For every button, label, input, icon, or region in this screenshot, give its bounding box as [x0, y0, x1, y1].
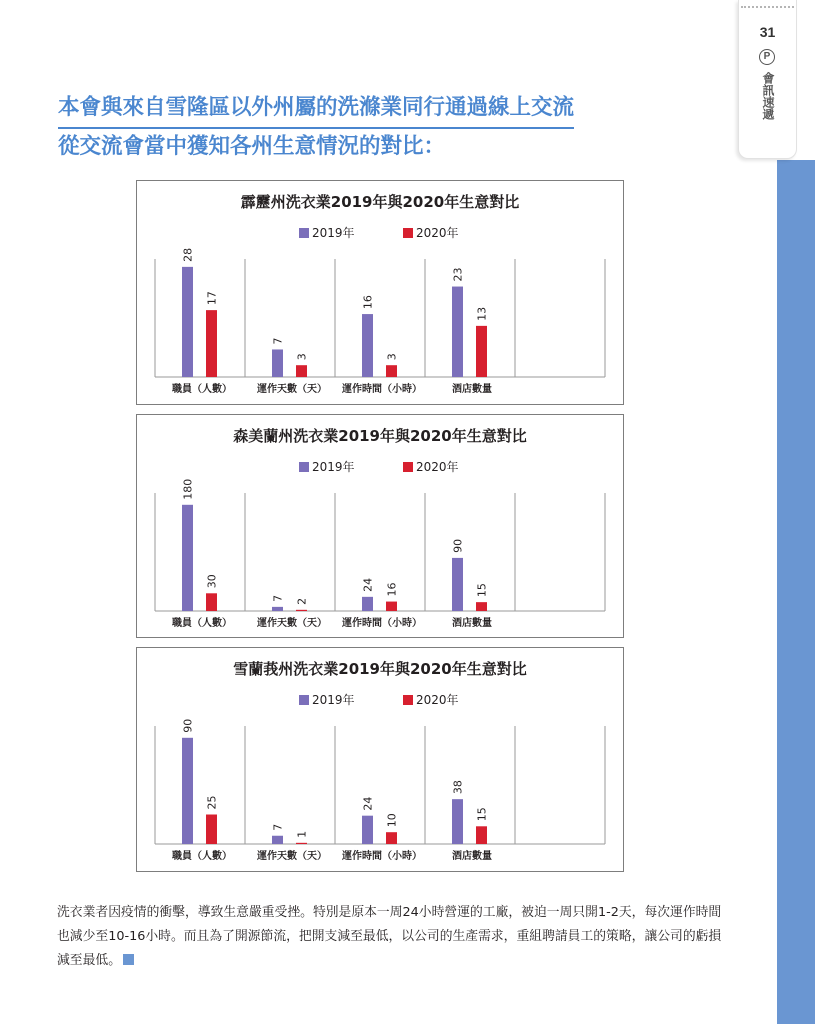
category-label-3: 酒店數量 — [452, 618, 492, 629]
category-label-1: 運作天數（天） — [257, 618, 327, 629]
bar-0-2 — [362, 314, 373, 377]
category-label-0: 職員（人數） — [172, 384, 232, 395]
data-label-1-2: 16 — [385, 582, 399, 597]
bar-1-2 — [386, 365, 397, 377]
chart-title: 霹靂州洗衣業2019年與2020年生意對比 — [240, 193, 520, 211]
data-label-0-3: 38 — [451, 780, 465, 795]
data-label-1-2: 10 — [385, 813, 399, 828]
bar-0-3 — [452, 558, 463, 611]
data-label-1-2: 3 — [385, 353, 399, 361]
bar-0-1 — [272, 836, 283, 844]
bar-1-3 — [476, 602, 487, 611]
bar-0-3 — [452, 287, 463, 377]
heading-line-1: 本會與來自雪隆區以外州屬的洗滌業同行通過線上交流 — [58, 90, 574, 129]
chart-title: 雪蘭莪州洗衣業2019年與2020年生意對比 — [233, 660, 527, 678]
category-label-2: 運作時間（小時） — [342, 851, 422, 862]
data-label-0-2: 24 — [361, 577, 375, 592]
data-label-0-3: 90 — [451, 538, 465, 553]
bar-1-2 — [386, 832, 397, 844]
legend-label-0: 2019年 — [312, 693, 355, 707]
data-label-1-3: 13 — [475, 306, 489, 321]
body-paragraph-text: 洗衣業者因疫情的衝擊，導致生意嚴重受挫。特別是原本一周24小時營運的工廠，被迫一周只開1-2天，每次運作時間也減少至10-16小時。而且為了開源節流，把開支減至最低，以公司的生產需求，重組聘請員工的策略，讓公司的虧損減至最低。 — [57, 905, 722, 968]
legend-swatch-1 — [403, 695, 413, 705]
category-label-3: 酒店數量 — [452, 384, 492, 395]
bar-1-0 — [206, 815, 217, 845]
category-label-1: 運作天數（天） — [257, 384, 327, 395]
data-label-1-0: 17 — [205, 291, 219, 306]
chart-svg-negeri-sembilan — [137, 415, 623, 637]
bar-0-3 — [452, 799, 463, 844]
bar-1-1 — [296, 610, 307, 611]
bar-0-0 — [182, 738, 193, 844]
data-label-1-0: 25 — [205, 795, 219, 810]
legend-label-0: 2019年 — [312, 226, 355, 240]
data-label-0-2: 16 — [361, 295, 375, 310]
page-number: 31 — [759, 24, 776, 40]
data-label-1-1: 1 — [295, 830, 309, 838]
bar-0-0 — [182, 267, 193, 377]
end-mark-icon — [123, 954, 134, 965]
data-label-0-2: 24 — [361, 796, 375, 811]
data-label-0-0: 90 — [181, 718, 195, 733]
category-label-1: 運作天數（天） — [257, 851, 327, 862]
legend-label-1: 2020年 — [416, 460, 459, 474]
bar-1-0 — [206, 593, 217, 611]
legend-swatch-1 — [403, 228, 413, 238]
p-badge-icon: P — [759, 49, 775, 65]
data-label-1-1: 2 — [295, 597, 309, 605]
legend-label-1: 2020年 — [416, 693, 459, 707]
bar-1-2 — [386, 602, 397, 611]
bar-0-2 — [362, 816, 373, 844]
category-label-2: 運作時間（小時） — [342, 618, 422, 629]
body-paragraph — [57, 901, 722, 973]
chart-title: 森美蘭州洗衣業2019年與2020年生意對比 — [233, 427, 527, 445]
chart-svg-selangor — [137, 648, 623, 871]
category-label-0: 職員（人數） — [172, 618, 232, 629]
category-label-2: 運作時間（小時） — [342, 384, 422, 395]
bar-0-1 — [272, 607, 283, 611]
data-label-0-0: 28 — [181, 247, 195, 262]
heading-line-2: 從交流會當中獲知各州生意情況的對比： — [58, 134, 446, 159]
data-label-0-1: 7 — [271, 594, 285, 602]
category-label-0: 職員（人數） — [172, 851, 232, 862]
bar-0-1 — [272, 349, 283, 377]
bar-0-2 — [362, 597, 373, 611]
legend-swatch-1 — [403, 462, 413, 472]
data-label-0-3: 23 — [451, 267, 465, 282]
section-title: 會訊速遞 — [761, 72, 775, 120]
bar-1-1 — [296, 365, 307, 377]
data-label-1-3: 15 — [475, 583, 489, 598]
legend-swatch-0 — [299, 462, 309, 472]
chart-svg-perak — [137, 181, 623, 404]
data-label-0-1: 7 — [271, 823, 285, 831]
data-label-1-3: 15 — [475, 807, 489, 822]
bar-1-1 — [296, 843, 307, 844]
chart-perak — [136, 180, 624, 405]
data-label-0-1: 7 — [271, 337, 285, 345]
legend-label-0: 2019年 — [312, 460, 355, 474]
chart-negeri-sembilan — [136, 414, 624, 638]
chart-selangor — [136, 647, 624, 872]
page-tab — [738, 0, 797, 159]
bar-1-0 — [206, 310, 217, 377]
legend-swatch-0 — [299, 695, 309, 705]
data-label-1-0: 30 — [205, 574, 219, 589]
bar-0-0 — [182, 505, 193, 611]
bar-1-3 — [476, 326, 487, 377]
data-label-0-0: 180 — [181, 478, 195, 500]
bar-1-3 — [476, 826, 487, 844]
page-heading — [58, 90, 574, 165]
legend-swatch-0 — [299, 228, 309, 238]
category-label-3: 酒店數量 — [452, 851, 492, 862]
tab-dots — [741, 6, 794, 14]
data-label-1-1: 3 — [295, 353, 309, 361]
legend-label-1: 2020年 — [416, 226, 459, 240]
sidebar-accent-bar — [777, 160, 815, 1024]
